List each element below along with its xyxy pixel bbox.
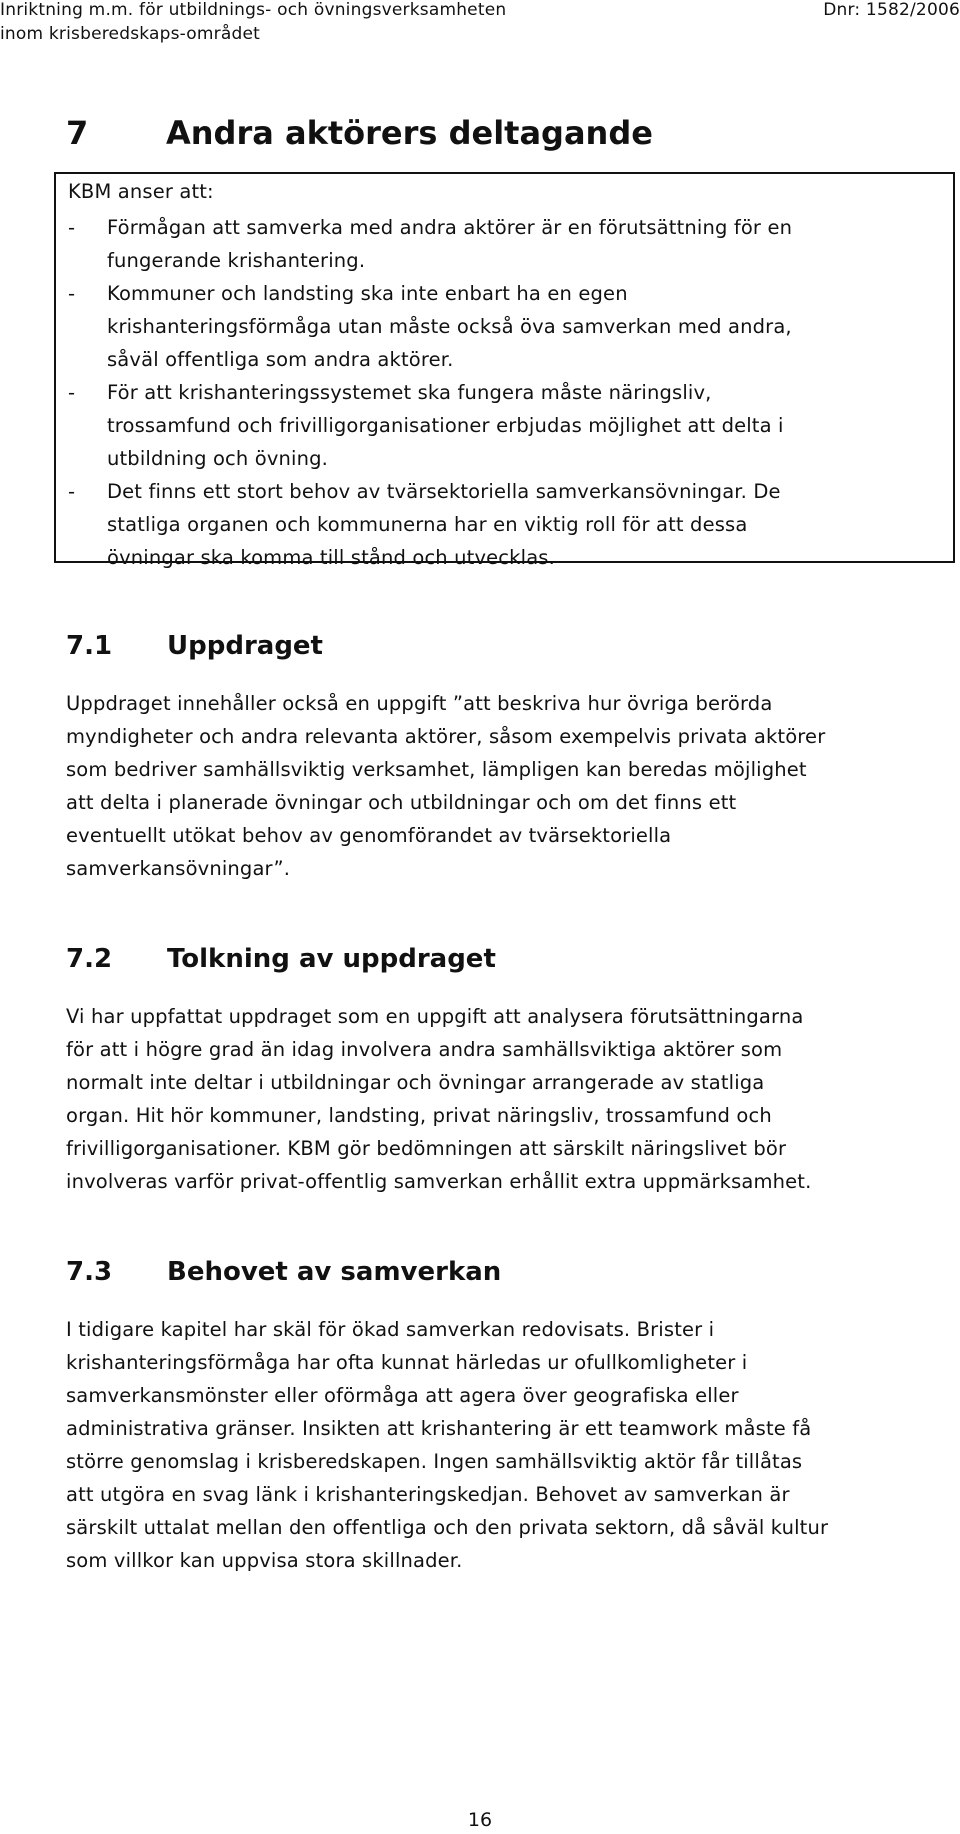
box-item-3-line-3: utbildning och övning. — [107, 447, 328, 470]
box-intro: KBM anser att: — [68, 180, 214, 203]
paragraph-line: normalt inte deltar i utbildningar och övningar arrangerade av statliga — [66, 1071, 765, 1094]
paragraph-line: organ. Hit hör kommuner, landsting, privat näringsliv, trossamfund och — [66, 1104, 772, 1127]
box-item-2-line-1: Kommuner och landsting ska inte enbart ha en egen — [107, 282, 628, 305]
box-item-1-line-2: fungerande krishantering. — [107, 249, 366, 272]
section-heading-7-1 — [66, 630, 323, 662]
paragraph-line: myndigheter och andra relevanta aktörer, såsom exempelvis privata aktörer — [66, 725, 826, 748]
box-item-4-line-3: övningar ska komma till stånd och utvecklas. — [107, 546, 555, 569]
bullet-dash: - — [68, 282, 76, 305]
box-item-1-line-1: Förmågan att samverka med andra aktörer är en förutsättning för en — [107, 216, 793, 239]
header-document-number: Dnr: 1582/2006 — [823, 0, 960, 20]
page-number: 16 — [467, 1809, 493, 1831]
section-heading-7-2 — [66, 943, 496, 975]
chapter-heading — [66, 114, 653, 152]
bullet-dash: - — [68, 480, 76, 503]
paragraph-line: krishanteringsförmåga har ofta kunnat härledas ur ofullkomligheter i — [66, 1351, 748, 1374]
header-title-line2: inom krisberedskaps-området — [0, 24, 260, 44]
header-title-line1: Inriktning m.m. för utbildnings- och övningsverksamheten — [0, 0, 507, 20]
paragraph-line: som villkor kan uppvisa stora skillnader. — [66, 1549, 463, 1572]
paragraph-line: samverkansmönster eller oförmåga att agera över geografiska eller — [66, 1384, 739, 1407]
paragraph-line: för att i högre grad än idag involvera andra samhällsviktiga aktörer som — [66, 1038, 783, 1061]
box-item-2-line-2: krishanteringsförmåga utan måste också öva samverkan med andra, — [107, 315, 792, 338]
section-number: 7.2 — [66, 944, 113, 974]
box-item-3-line-2: trossamfund och frivilligorganisationer erbjudas möjlighet att delta i — [107, 414, 784, 437]
paragraph-line: Vi har uppfattat uppdraget som en uppgift att analysera förutsättningarna — [66, 1005, 804, 1028]
section-heading-7-3 — [66, 1256, 501, 1288]
box-item-3-line-1: För att krishanteringssystemet ska fungera måste näringsliv, — [107, 381, 712, 404]
paragraph-line: att delta i planerade övningar och utbildningar och om det finns ett — [66, 791, 737, 814]
paragraph-line: I tidigare kapitel har skäl för ökad samverkan redovisats. Brister i — [66, 1318, 715, 1341]
paragraph-line: att utgöra en svag länk i krishanteringskedjan. Behovet av samverkan är — [66, 1483, 790, 1506]
paragraph-line: som bedriver samhällsviktig verksamhet, lämpligen kan beredas möjlighet — [66, 758, 807, 781]
box-item-4-line-2: statliga organen och kommunerna har en viktig roll för att dessa — [107, 513, 748, 536]
section-number: 7.3 — [66, 1257, 113, 1287]
paragraph-line: frivilligorganisationer. KBM gör bedömningen att särskilt näringslivet bör — [66, 1137, 787, 1160]
paragraph-line: eventuellt utökat behov av genomförandet av tvärsektoriella — [66, 824, 672, 847]
bullet-dash: - — [68, 381, 76, 404]
paragraph-line: Uppdraget innehåller också en uppgift ”att beskriva hur övriga berörda — [66, 692, 773, 715]
chapter-title: Andra aktörers deltagande — [166, 114, 653, 152]
paragraph-line: samverkansövningar”. — [66, 857, 291, 880]
section-title: Uppdraget — [167, 631, 323, 661]
box-item-4-line-1: Det finns ett stort behov av tvärsektoriella samverkansövningar. De — [107, 480, 781, 503]
section-title: Behovet av samverkan — [167, 1257, 502, 1287]
section-title: Tolkning av uppdraget — [167, 944, 496, 974]
paragraph-line: involveras varför privat-offentlig samverkan erhållit extra uppmärksamhet. — [66, 1170, 812, 1193]
section-number: 7.1 — [66, 631, 113, 661]
paragraph-line: större genomslag i krisberedskapen. Ingen samhällsviktig aktör får tillåtas — [66, 1450, 803, 1473]
box-item-2-line-3: såväl offentliga som andra aktörer. — [107, 348, 454, 371]
chapter-number: 7 — [66, 114, 89, 152]
paragraph-line: särskilt uttalat mellan den offentliga och den privata sektorn, då såväl kultur — [66, 1516, 829, 1539]
bullet-dash: - — [68, 216, 76, 239]
paragraph-line: administrativa gränser. Insikten att krishantering är ett teamwork måste få — [66, 1417, 812, 1440]
kbm-summary-box — [54, 172, 955, 569]
